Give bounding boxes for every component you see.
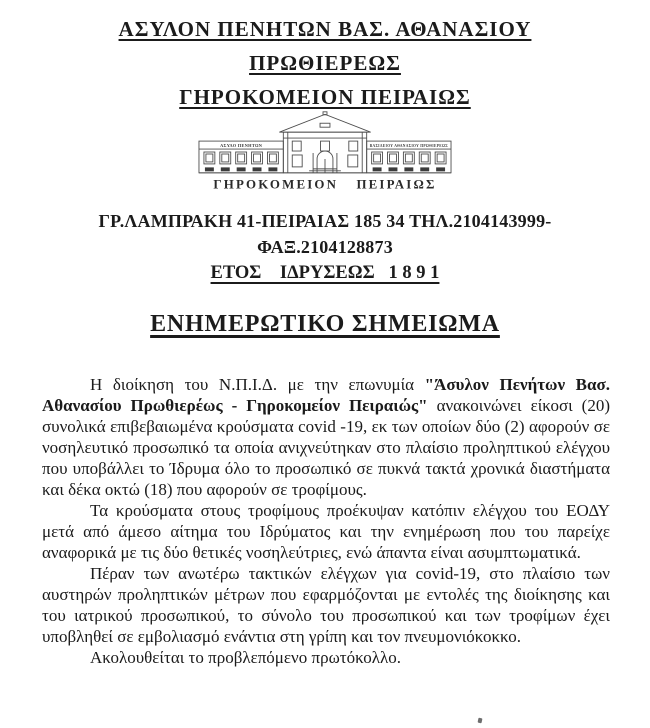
founding-year-line: ΕΤΟΣ ΙΔΡΥΣΕΩΣ 1 8 9 1 — [210, 263, 440, 283]
window-icon — [292, 141, 301, 151]
window-icon — [321, 141, 330, 151]
address-line2: ΦΑΞ.2104128873 — [257, 237, 393, 257]
address-block — [0, 208, 650, 286]
org-name-line3: ΓΗΡΟΚΟΜΕΙΟΝ ΠΕΙΡΑΙΩΣ — [179, 85, 471, 109]
org-name-line2: ΠΡΩΘΙΕΡΕΩΣ — [249, 51, 401, 75]
window-icon — [292, 155, 302, 167]
building-illustration — [196, 111, 454, 195]
paragraph-1-continued: ανακοινώνει είκοσι (20) συνολικά επιβεβαιωμένα κρούσματα covid -19, εκ των οποίων δύο (2) αφορούν σε νοσηλευτικό προσωπικό τα οποία ανιχνεύτηκαν στο πλαίσιο προληπτικού ελέγχου που υποβάλλει το Ίδρυμα όλο το προσωπικό σε πυκνά τακτά χρονικά διαστήματα και δέκα οκτώ (18) που αφορούν σε τροφίμους. — [42, 396, 610, 499]
org-name-line1: ΑΣΥΛΟΝ ΠΕΝΗΤΩΝ ΒΑΣ. ΑΘΑΝΑΣΙΟΥ — [118, 17, 532, 41]
organization-name-bold: "Άσυλον Πενήτων Βασ. Αθανασίου Πρωθιερέως - Γηροκομείον Πειραιώς" — [42, 375, 610, 415]
window-icon — [349, 141, 358, 151]
memo-body — [42, 374, 610, 668]
logo-right-frieze-text: ΒΑΣΙΛΕΙΟΥ ΑΘΑΝΑΣΙΟΥ ΠΡΩΘΙΕΡΕΩΣ — [369, 144, 448, 149]
paragraph-2: Τα κρούσματα στους τροφίμους προέκυψαν κατόπιν ελέγχου του ΕΟΔΥ μετά από άμεσο αίτημα του Ιδρύματος και την ενημέρωση που του παρείχε αναφορικά με τις δύο θετικές νοσηλεύτριες, ενώ άπαντα είναι ασυμπτωματικά. — [42, 501, 610, 562]
logo-caption-text: ΓΗΡΟΚΟΜΕΙΟΝ ΠΕΙΡΑΙΩΣ — [213, 177, 437, 192]
memo-title: ΕΝΗΜΕΡΩΤΙΚΟ ΣΗΜΕΙΩΜΑ — [150, 311, 500, 337]
paragraph-1-text: Η διοίκηση του Ν.Π.Ι.Δ. με την επωνυμία — [90, 375, 425, 394]
tympanum-plaque — [320, 123, 330, 127]
left-wing-windows — [204, 152, 278, 164]
organization-logo — [0, 111, 650, 195]
right-wing-windows — [372, 152, 446, 164]
window-icon — [348, 155, 358, 167]
paragraph-1 — [42, 374, 610, 500]
scan-artifact-mark — [478, 718, 483, 724]
paragraph-3: Πέραν των ανωτέρω τακτικών ελέγχων για covid-19, στο πλαίσιο των αυστηρών προληπτικών μέτρων που εφαρμόζονται με εντολές της διοίκησης και του ιατρικού προσωπικού, το σύνολο του προσωπικού και των τροφίμων έχει υποβληθεί σε εμβολιασμό ενάντια στη γρίπη και τον πνευμονιόκοκκο. — [42, 564, 610, 646]
logo-left-frieze-text: ΑΣΥΛΟ ΠΕΝΗΤΩΝ — [220, 143, 263, 149]
paragraph-4: Ακολουθείται το προβλεπόμενο πρωτόκολλο. — [90, 648, 402, 667]
address-line1: ΓΡ.ΛΑΜΠΡΑΚΗ 41-ΠΕΙΡΑΙΑΣ 185 34 ΤΗΛ.2104143999- — [98, 211, 552, 231]
letterhead — [0, 0, 650, 286]
